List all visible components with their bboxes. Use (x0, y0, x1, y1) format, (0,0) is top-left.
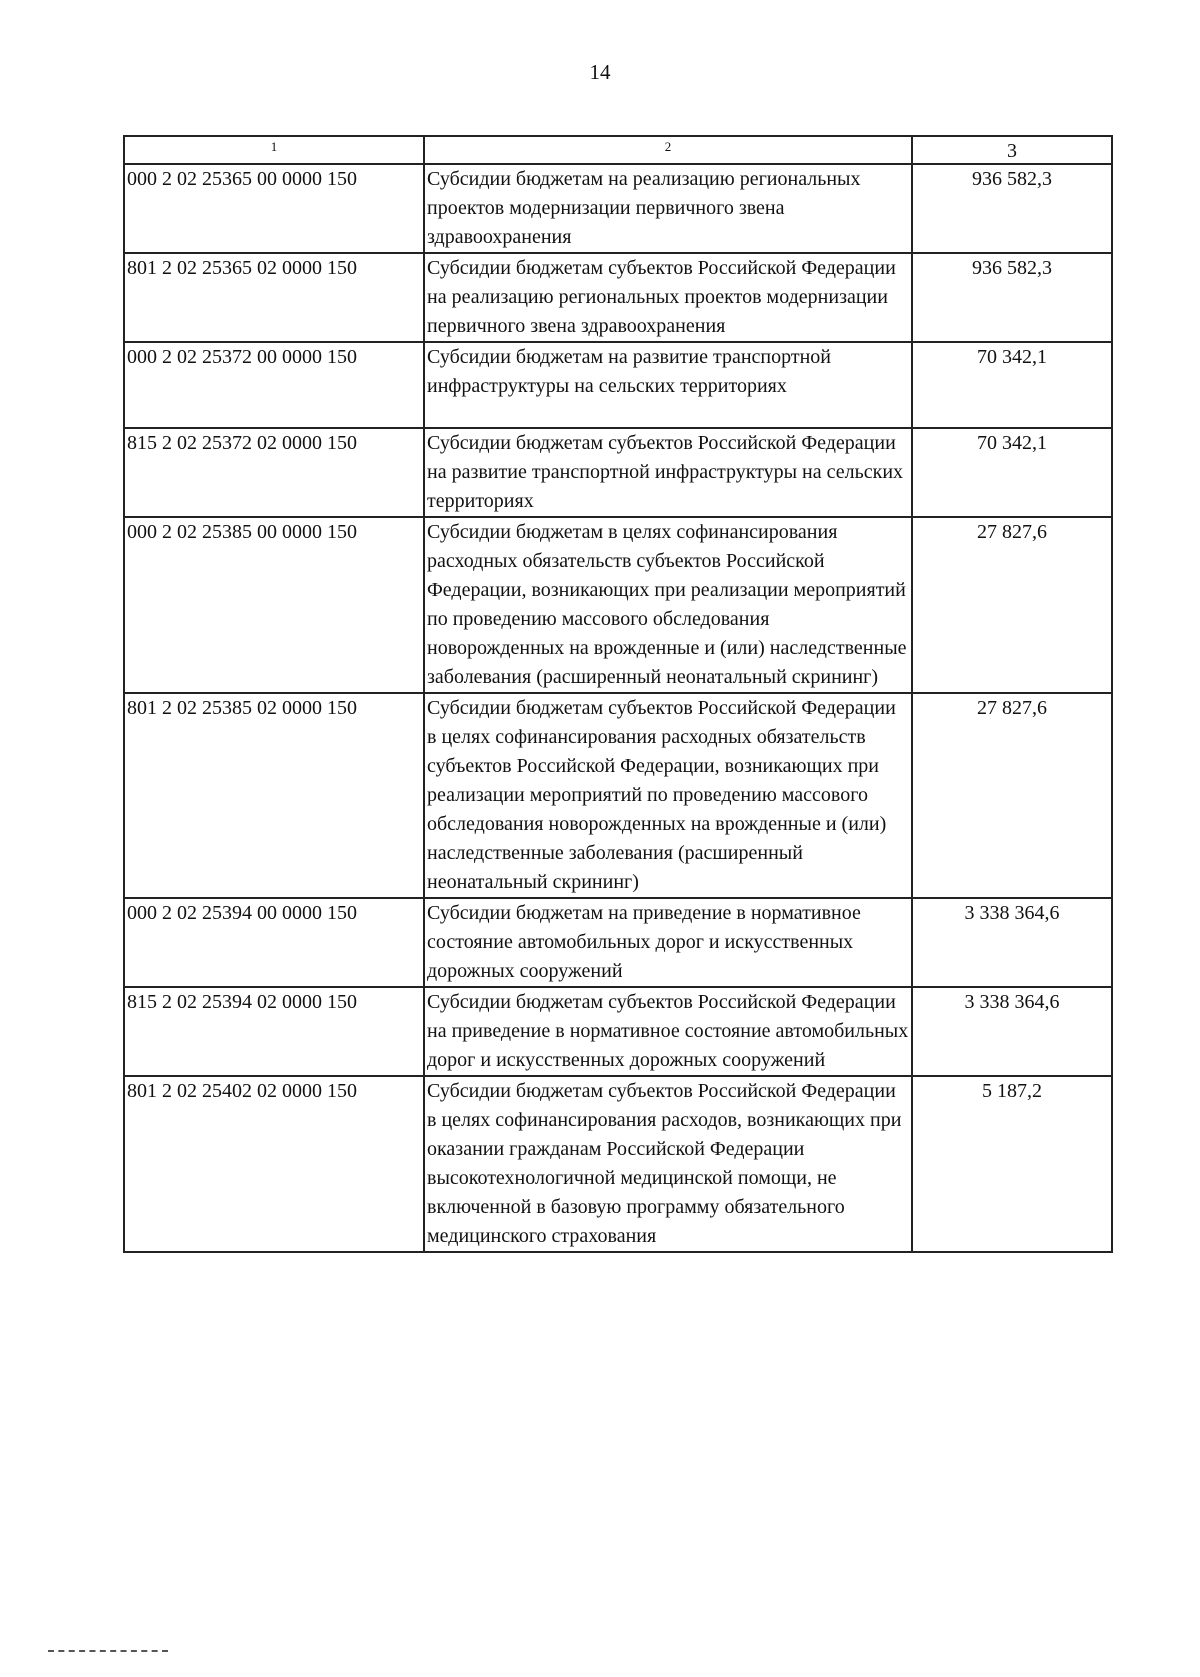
budget-code-cell: 815 2 02 25372 02 0000 150 (124, 428, 424, 517)
description-cell: Субсидии бюджетам субъектов Российской Федерации на реализацию региональных проектов модернизации первичного звена здравоохранения (424, 253, 912, 342)
table-row (124, 898, 1112, 987)
column-header-1: 1 (124, 136, 424, 164)
table-header-row (124, 136, 1112, 164)
description-cell: Субсидии бюджетам субъектов Российской Федерации на развитие транспортной инфраструктуры на сельских территориях (424, 428, 912, 517)
amount-cell: 936 582,3 (912, 253, 1112, 342)
amount-cell: 5 187,2 (912, 1076, 1112, 1252)
description-cell: Субсидии бюджетам субъектов Российской Федерации в целях софинансирования расходных обязательств субъектов Российской Федерации, возникающих при реализации мероприятий по проведению массового обследования новорожденных на врожденные и (или) наследственные заболевания (расширенный неонатальный скрининг) (424, 693, 912, 898)
table-row (124, 428, 1112, 517)
table-row (124, 253, 1112, 342)
column-header-2: 2 (424, 136, 912, 164)
table-row (124, 342, 1112, 428)
column-header-3: 3 (912, 136, 1112, 164)
description-cell: Субсидии бюджетам на развитие транспортной инфраструктуры на сельских территориях (424, 342, 912, 428)
table-row (124, 164, 1112, 253)
table-row (124, 987, 1112, 1076)
amount-cell: 27 827,6 (912, 693, 1112, 898)
budget-code-cell: 000 2 02 25372 00 0000 150 (124, 342, 424, 428)
budget-code-cell: 815 2 02 25394 02 0000 150 (124, 987, 424, 1076)
budget-code-cell: 801 2 02 25402 02 0000 150 (124, 1076, 424, 1252)
scan-artifact-marks (48, 1650, 168, 1658)
amount-cell: 70 342,1 (912, 342, 1112, 428)
amount-cell: 3 338 364,6 (912, 898, 1112, 987)
amount-cell: 3 338 364,6 (912, 987, 1112, 1076)
description-cell: Субсидии бюджетам субъектов Российской Федерации в целях софинансирования расходов, возникающих при оказании гражданам Российской Федерации высокотехнологичной медицинской помощи, не включенной в базовую программу обязательного медицинского страхования (424, 1076, 912, 1252)
description-cell: Субсидии бюджетам субъектов Российской Федерации на приведение в нормативное состояние автомобильных дорог и искусственных дорожных сооружений (424, 987, 912, 1076)
table-row (124, 517, 1112, 693)
budget-code-cell: 000 2 02 25365 00 0000 150 (124, 164, 424, 253)
budget-code-cell: 000 2 02 25385 00 0000 150 (124, 517, 424, 693)
description-cell: Субсидии бюджетам на реализацию региональных проектов модернизации первичного звена здравоохранения (424, 164, 912, 253)
description-cell: Субсидии бюджетам на приведение в нормативное состояние автомобильных дорог и искусственных дорожных сооружений (424, 898, 912, 987)
amount-cell: 70 342,1 (912, 428, 1112, 517)
table-row (124, 1076, 1112, 1252)
budget-code-cell: 000 2 02 25394 00 0000 150 (124, 898, 424, 987)
amount-cell: 27 827,6 (912, 517, 1112, 693)
description-cell: Субсидии бюджетам в целях софинансирования расходных обязательств субъектов Российской Федерации, возникающих при реализации мероприятий по проведению массового обследования новорожденных на врожденные и (или) наследственные заболевания (расширенный неонатальный скрининг) (424, 517, 912, 693)
page-number: 14 (589, 60, 611, 84)
table-row (124, 693, 1112, 898)
budget-code-cell: 801 2 02 25385 02 0000 150 (124, 693, 424, 898)
amount-cell: 936 582,3 (912, 164, 1112, 253)
budget-revenue-table (123, 135, 1113, 1253)
budget-code-cell: 801 2 02 25365 02 0000 150 (124, 253, 424, 342)
